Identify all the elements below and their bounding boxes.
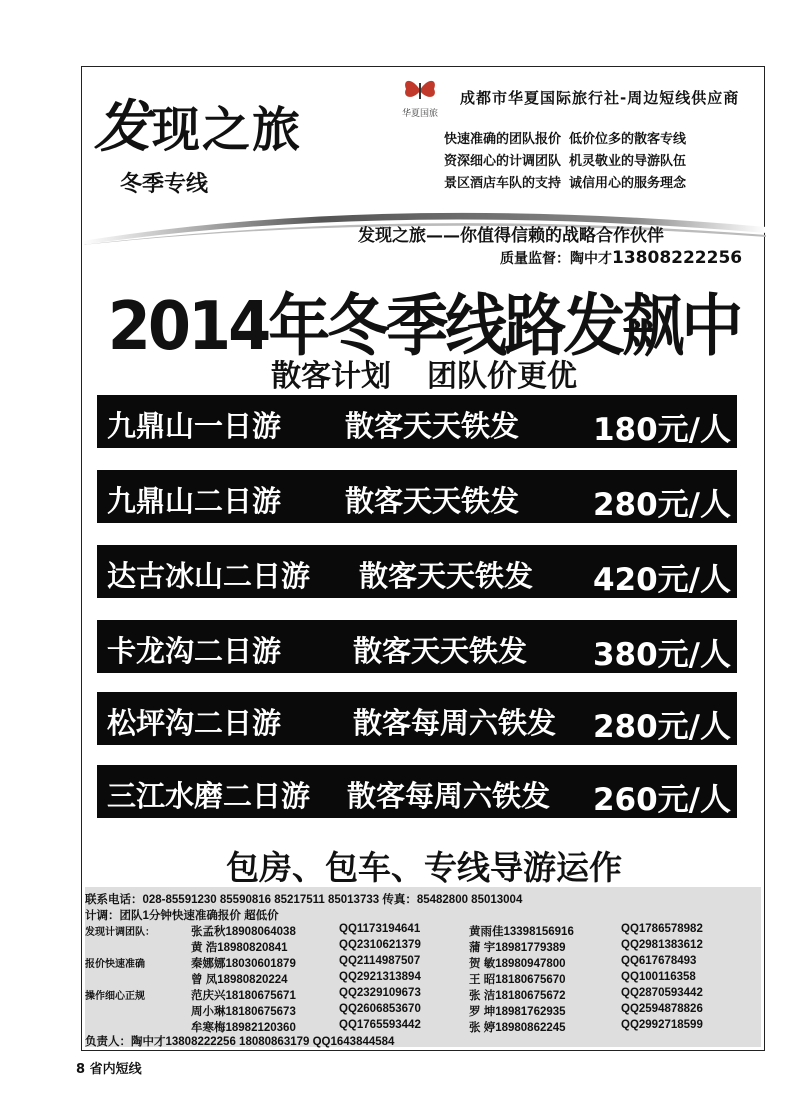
staff-contact: 罗 坤18981762935 [469, 1006, 566, 1018]
brand-subtitle: 冬季专线 [120, 172, 209, 197]
staff-qq: QQ617678493 [621, 955, 697, 967]
feature-item: 快速准确的团队报价 [444, 132, 562, 147]
staff-qq: QQ2992718599 [621, 1019, 703, 1031]
staff-qq: QQ2114987507 [339, 955, 421, 967]
staff-qq: QQ2921313894 [339, 971, 421, 983]
staff-qq: QQ2870593442 [621, 987, 703, 999]
staff-qq: QQ2594878826 [621, 1003, 703, 1015]
supervisor-label: 质量监督：陶中才 [500, 251, 612, 267]
butterfly-icon [398, 75, 442, 105]
route-item [97, 692, 737, 745]
route-schedule: 散客天天铁发 [345, 484, 520, 518]
route-schedule: 散客每周六铁发 [347, 779, 551, 813]
staff-contact: 黄雨佳13398156916 [469, 926, 574, 938]
flyer-page [81, 66, 765, 1051]
staff-contact: 周小琳18180675673 [191, 1006, 296, 1018]
subtitle-part: 散客计划 [271, 359, 391, 394]
brand-logo [94, 83, 302, 163]
staff-contact: 王 昭18180675670 [469, 974, 566, 986]
agency-logo-text: 华夏国旅 [401, 109, 438, 119]
route-price: 420元/人 [592, 562, 731, 598]
page-footer [76, 1058, 142, 1077]
page-subtitle [82, 351, 766, 395]
route-schedule: 散客每周六铁发 [353, 706, 557, 740]
route-name: 松坪沟二日游 [107, 706, 282, 740]
feature-item: 诚信用心的服务理念 [569, 176, 687, 191]
route-price: 180元/人 [592, 412, 731, 448]
staff-contact: 秦娜娜18030601879 [191, 958, 296, 970]
staff-contact: 张孟秋18908064038 [191, 926, 296, 938]
feature-item: 低价位多的散客专线 [569, 132, 687, 147]
feature-list [444, 128, 686, 191]
contact-phones: 联系电话：028-85591230 85590816 85217511 85013733 传真：85482800 85013004 [85, 894, 523, 906]
staff-group-label: 操作细心正规 [85, 991, 145, 1002]
staff-contact: 张 洁18180675672 [469, 990, 566, 1002]
staff-qq: QQ2329109673 [339, 987, 421, 999]
subtitle-part: 团队价更优 [427, 359, 577, 394]
staff-group-label: 发现计调团队： [85, 927, 155, 938]
route-schedule: 散客天天铁发 [345, 409, 520, 443]
staff-group-label: 报价快速准确 [85, 959, 145, 970]
page-number: 8 [76, 1062, 86, 1077]
staff-contact: 张 婷18980862245 [469, 1022, 566, 1034]
feature-item: 资深细心的计调团队 [444, 154, 562, 169]
route-price: 280元/人 [592, 709, 731, 745]
section-name: 省内短线 [89, 1062, 142, 1077]
route-name: 三江水磨二日游 [107, 779, 311, 813]
staff-qq: QQ1173194641 [339, 923, 421, 935]
partner-slogan: 发现之旅——你值得信赖的战略合作伙伴 [358, 226, 664, 246]
route-name: 九鼎山二日游 [107, 484, 282, 518]
services-banner: 包房、包车、专线导游运作 [226, 848, 622, 887]
agency-name: 成都市华夏国际旅行社-周边短线供应商 [460, 89, 740, 107]
quality-supervisor [500, 248, 742, 268]
brand-logo-prefix: 发 [94, 94, 152, 160]
staff-qq: QQ100116358 [621, 971, 696, 983]
staff-contact: 蒲 宇18981779389 [469, 942, 566, 954]
staff-contact: 曾 凤18980820224 [191, 974, 288, 986]
staff-contact: 贺 敏18980947800 [469, 958, 566, 970]
staff-contact: 范庆兴18180675671 [191, 990, 296, 1002]
staff-contact: 牟寒梅18982120360 [191, 1022, 296, 1034]
route-item [97, 620, 737, 673]
manager-contact: 负责人：陶中才13808222256 18080863179 QQ1643844584 [85, 1036, 395, 1048]
staff-qq: QQ2606853670 [339, 1003, 421, 1015]
route-name: 九鼎山一日游 [107, 409, 282, 443]
route-schedule: 散客天天铁发 [353, 634, 528, 668]
route-item [97, 395, 737, 448]
feature-item: 景区酒店车队的支持 [444, 176, 562, 191]
agency-logo [398, 75, 442, 119]
staff-qq: QQ2981383612 [621, 939, 703, 951]
route-price: 380元/人 [592, 637, 731, 673]
dispatch-note: 计调：团队1分钟快速准确报价 超低价 [85, 910, 279, 922]
route-item [97, 545, 737, 598]
staff-qq: QQ1765593442 [339, 1019, 421, 1031]
page-title: 2014年冬季线路发飙中 [107, 286, 741, 366]
route-item [97, 470, 737, 523]
route-name: 达古冰山二日游 [107, 559, 311, 593]
route-item [97, 765, 737, 818]
staff-contact: 黄 浩18980820841 [191, 942, 288, 954]
supervisor-phone: 13808222256 [612, 248, 743, 268]
route-name: 卡龙沟二日游 [107, 634, 282, 668]
route-schedule: 散客天天铁发 [359, 559, 534, 593]
staff-qq: QQ2310621379 [339, 939, 421, 951]
feature-item: 机灵敬业的导游队伍 [569, 154, 687, 169]
route-price: 260元/人 [592, 782, 731, 818]
contact-panel [85, 887, 761, 1047]
brand-logo-rest: 现之旅 [152, 102, 303, 158]
route-price: 280元/人 [592, 487, 731, 523]
staff-qq: QQ1786578982 [621, 923, 703, 935]
